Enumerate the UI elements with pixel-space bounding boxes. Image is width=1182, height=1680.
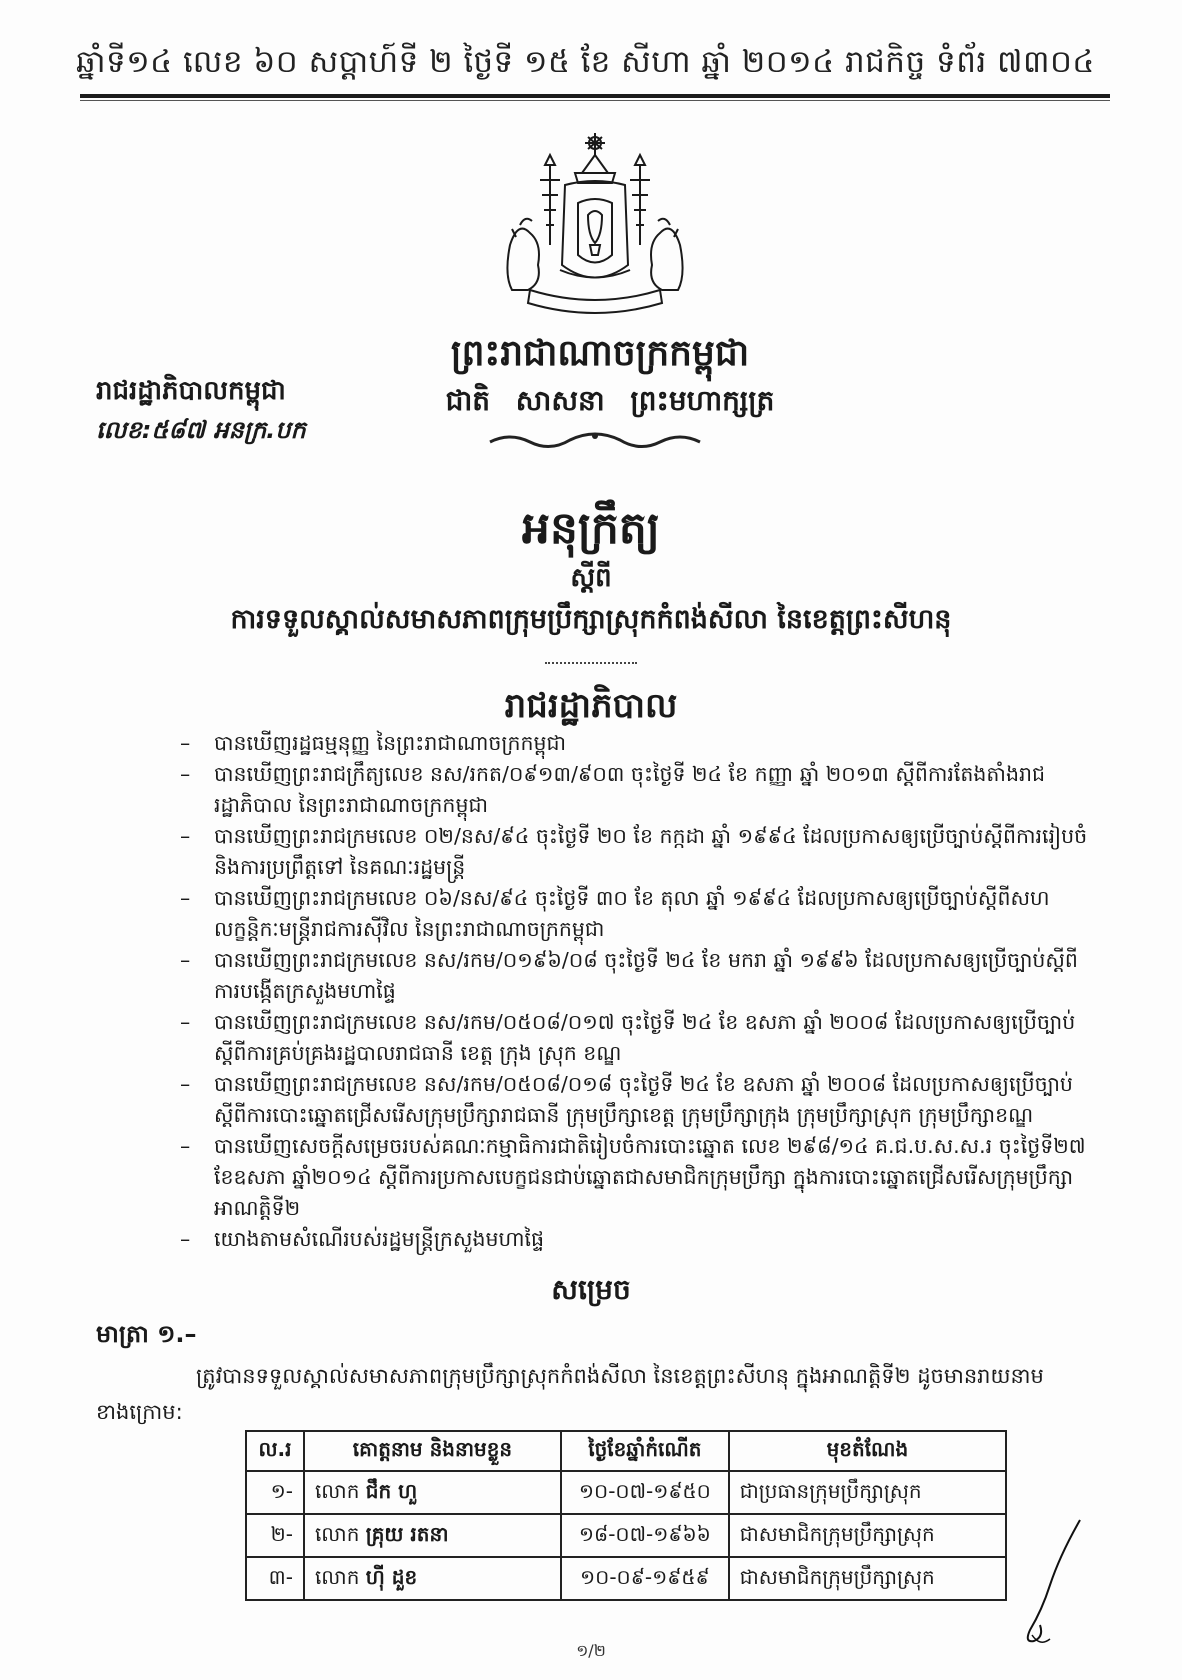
member-position: ជាសមាជិកក្រុមប្រឹក្សាស្រុក bbox=[729, 1557, 1006, 1600]
document-subject: ការទទួលស្គាល់សមាសភាពក្រុមប្រឹក្សាស្រុកកំពង់សីលា នៃខេត្តព្រះសីហនុ bbox=[230, 604, 952, 635]
issuer-number: លេខ:៥៨៧ អនក្រ.បក bbox=[96, 416, 306, 444]
issuer-name: រាជរដ្ឋាភិបាលកម្ពុជា bbox=[96, 376, 286, 406]
member-dob: ១០-០៧-១៩៥០ bbox=[561, 1471, 729, 1514]
header-rule-thin bbox=[80, 100, 1110, 101]
member-name-cell bbox=[304, 1514, 561, 1557]
member-title: លោក bbox=[314, 1478, 360, 1503]
member-name: ហ៊ី ដួខ bbox=[365, 1564, 418, 1589]
preamble-item: – បានឃើញសេចក្តីសម្រេចរបស់គណៈកម្មាធិការជាតិរៀបចំការបោះឆ្នោត លេខ ២៩៨/១៤ គ.ជ.ប.ស.ស.រ ចុះថ្ងៃទី២៧ ខែឧសភា ឆ្នាំ២០១៤ ស្តីពីការប្រកាសបេក្ខជនជាប់ឆ្នោតជាសមាជិកក្រុមប្រឹក្សា ក្នុងការបោះឆ្នោតជ្រើសរើសក្រុមប្រឹក្សាអាណត្តិទី២ bbox=[180, 1134, 1086, 1220]
table-row bbox=[246, 1471, 1006, 1514]
member-name-cell bbox=[304, 1557, 561, 1600]
national-motto: ជាតិ សាសនា ព្រះមហាក្សត្រ bbox=[445, 384, 775, 417]
council-members-table bbox=[245, 1430, 1007, 1601]
preamble-item: – បានឃើញព្រះរាជក្រមលេខ នស/រកម/០៥០៨/០១៨ ចុះថ្ងៃទី ២៤ ខែ ឧសភា ឆ្នាំ ២០០៨ ដែលប្រកាសឲ្យប្រើច្បាប់ស្តីពីការបោះឆ្នោតជ្រើសរើសក្រុមប្រឹក្សារាជធានី ក្រុមប្រឹក្សាខេត្ត ក្រុមប្រឹក្សាក្រុង ក្រុមប្រឹក្សាស្រុក ក្រុមប្រឹក្សាខណ្ឌ bbox=[180, 1072, 1073, 1127]
table-row bbox=[246, 1557, 1006, 1600]
article-text: ត្រូវបានទទួលស្គាល់សមាសភាពក្រុមប្រឹក្សាស្រុកកំពង់សីលា នៃខេត្តព្រះសីហនុ ក្នុងអាណត្តិទី២ ដូចមានរាយនាមខាងក្រោម: bbox=[96, 1364, 1044, 1424]
member-position: ជាប្រធានក្រុមប្រឹក្សាស្រុក bbox=[729, 1471, 1006, 1514]
about-label: ស្តីពី bbox=[570, 563, 612, 593]
initial-signature-icon bbox=[1010, 1515, 1090, 1655]
preamble-item: – យោងតាមសំណើរបស់រដ្ឋមន្ត្រីក្រសួងមហាផ្ទៃ bbox=[180, 1227, 545, 1251]
preamble-item: – បានឃើញព្រះរាជក្រមលេខ ០២/នស/៩៤ ចុះថ្ងៃទី ២០ ខែ កក្កដា ឆ្នាំ ១៩៩៤ ដែលប្រកាសឲ្យប្រើច្បាប់ស្តីពីការរៀបចំ និងការប្រព្រឹត្តទៅ នៃគណៈរដ្ឋមន្ត្រី bbox=[180, 824, 1088, 879]
preamble-item: – បានឃើញព្រះរាជក្រមលេខ ០៦/នស/៩៤ ចុះថ្ងៃទី ៣០ ខែ តុលា ឆ្នាំ ១៩៩៤ ដែលប្រកាសឲ្យប្រើច្បាប់ស្តីពីសហលក្ខន្តិកៈមន្ត្រីរាជការស៊ីវិល នៃព្រះរាជាណាចក្រកម្ពុជា bbox=[180, 886, 1050, 941]
row-number: ២- bbox=[246, 1514, 304, 1557]
header-rule bbox=[80, 94, 1110, 98]
row-number: ១- bbox=[246, 1471, 304, 1514]
member-name-cell bbox=[304, 1471, 561, 1514]
decision-heading: សម្រេច bbox=[551, 1273, 631, 1306]
column-header-dob: ថ្ងៃខែឆ្នាំកំណើត bbox=[561, 1431, 729, 1471]
separator bbox=[545, 662, 637, 664]
member-name: គ្រុយ រតនា bbox=[365, 1521, 449, 1546]
member-dob: ១៨-០៧-១៩៦៦ bbox=[561, 1514, 729, 1557]
preamble-item: – បានឃើញព្រះរាជក្រមលេខ នស/រកម/០៥០៨/០១៧ ចុះថ្ងៃទី ២៤ ខែ ឧសភា ឆ្នាំ ២០០៨ ដែលប្រកាសឲ្យប្រើច្បាប់ស្តីពីការគ្រប់គ្រងរដ្ឋបាលរាជធានី ខេត្ត ក្រុង ស្រុក ខណ្ឌ bbox=[180, 1010, 1076, 1065]
royal-coat-of-arms-icon bbox=[490, 125, 700, 325]
preamble-list bbox=[180, 728, 1100, 1255]
body-title: រាជរដ្ឋាភិបាល bbox=[504, 686, 678, 726]
gazette-header: ឆ្នាំទី១៤ លេខ ៦០ សប្តាហ៍ទី ២ ថ្ងៃទី ១៥ ខែ សីហា ឆ្នាំ ២០១៤ រាជកិច្ច ទំព័រ ៧៣០៤ bbox=[76, 44, 1095, 80]
preamble-item: – បានឃើញព្រះរាជក្រមលេខ នស/រកម/០១៩៦/០៨ ចុះថ្ងៃទី ២៤ ខែ មករា ឆ្នាំ ១៩៩៦ ដែលប្រកាសឲ្យប្រើច្បាប់ស្តីពីការបង្កើតក្រសួងមហាផ្ទៃ bbox=[180, 948, 1078, 1003]
document-type: អនុក្រឹត្យ bbox=[522, 503, 660, 554]
column-header-position: មុខតំណែង bbox=[729, 1431, 1006, 1471]
column-header-number: ល.រ bbox=[246, 1431, 304, 1471]
kingdom-title: ព្រះរាជាណាចក្រកម្ពុជា bbox=[450, 333, 750, 374]
table-row bbox=[246, 1514, 1006, 1557]
member-dob: ១០-០៩-១៩៥៩ bbox=[561, 1557, 729, 1600]
preamble-item: – បានឃើញព្រះរាជក្រឹត្យលេខ នស/រកត/០៩១៣/៩០៣ ចុះថ្ងៃទី ២៤ ខែ កញ្ញា ឆ្នាំ ២០១៣ ស្តីពីការតែងតាំងរាជរដ្ឋាភិបាល នៃព្រះរាជាណាចក្រកម្ពុជា bbox=[180, 762, 1045, 817]
member-title: លោក bbox=[314, 1564, 360, 1589]
article-heading: មាត្រា ១.– bbox=[96, 1320, 197, 1348]
column-header-name: គោត្តនាម និងនាមខ្លួន bbox=[304, 1431, 561, 1471]
row-number: ៣- bbox=[246, 1557, 304, 1600]
member-name: ជឹក ហួ bbox=[365, 1478, 418, 1503]
member-position: ជាសមាជិកក្រុមប្រឹក្សាស្រុក bbox=[729, 1514, 1006, 1557]
decorative-flourish-icon bbox=[480, 426, 710, 456]
table-header-row bbox=[246, 1431, 1006, 1471]
member-title: លោក bbox=[314, 1521, 360, 1546]
page-number: ១/២ bbox=[576, 1641, 606, 1660]
preamble-item: – បានឃើញរដ្ឋធម្មនុញ្ញ នៃព្រះរាជាណាចក្រកម្ពុជា bbox=[180, 731, 567, 755]
